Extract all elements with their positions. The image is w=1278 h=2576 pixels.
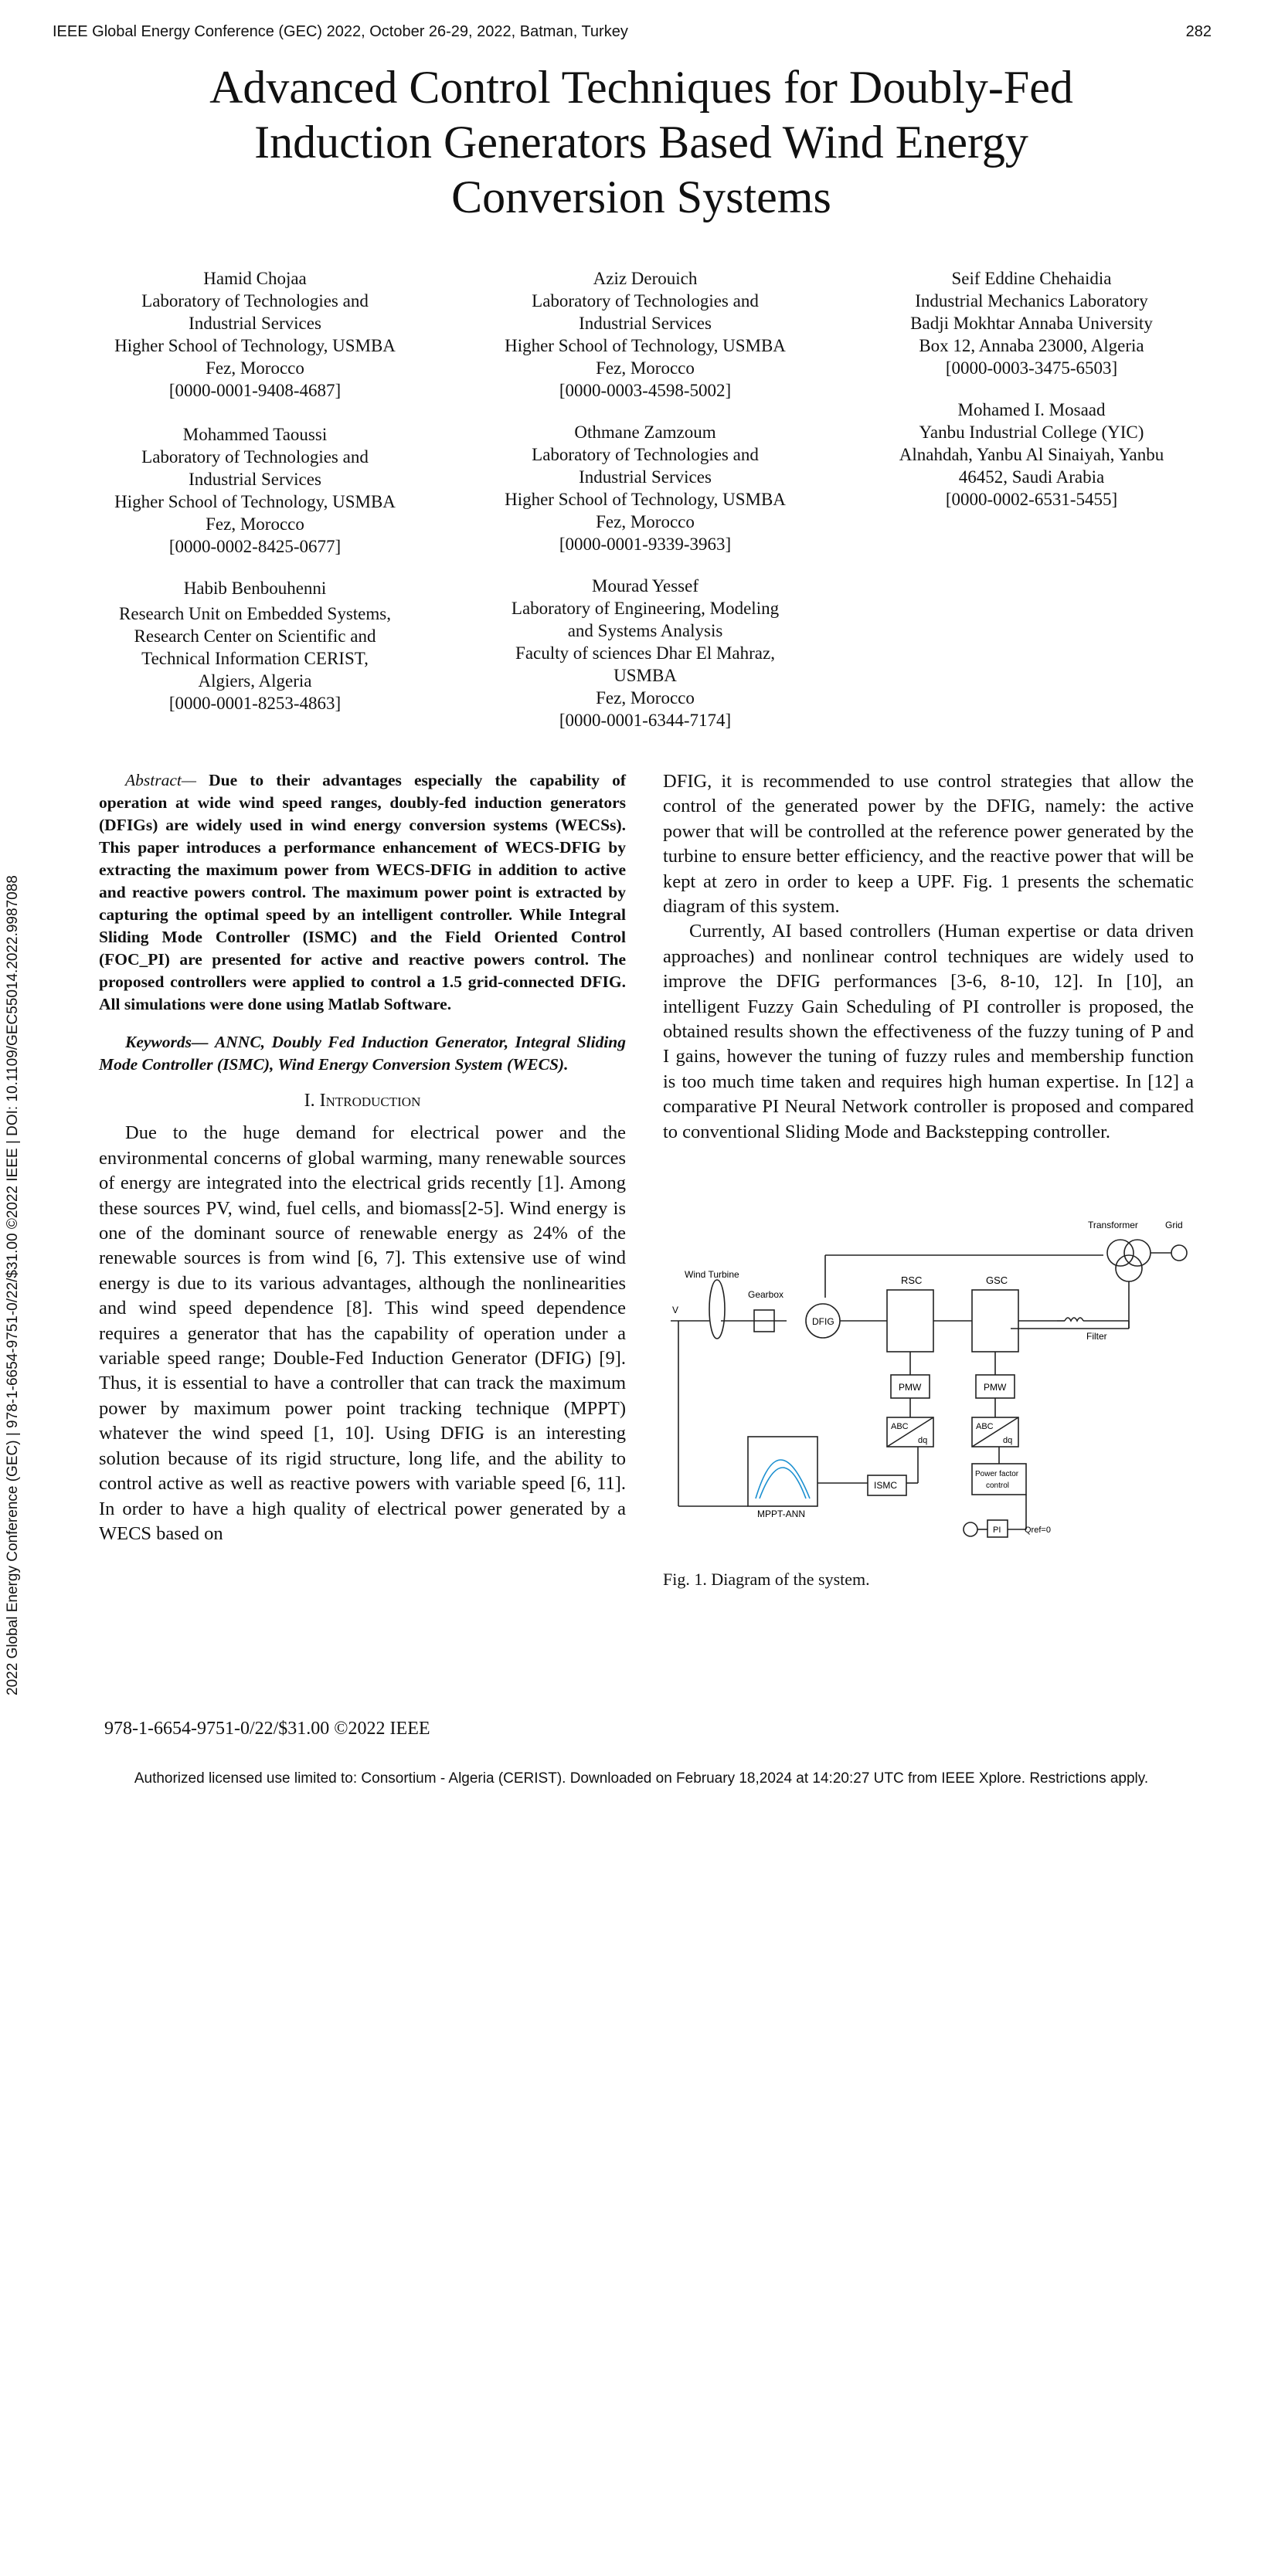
affiliation-line: Fez, Morocco xyxy=(596,512,695,531)
affiliation-line: Fez, Morocco xyxy=(596,358,695,378)
author-name: Aziz Derouich xyxy=(593,269,698,288)
affiliation-line: USMBA xyxy=(614,666,677,685)
orcid: [0000-0003-3475-6503] xyxy=(945,358,1118,378)
affiliation-line: Research Unit on Embedded Systems, xyxy=(119,604,391,623)
abc-label-2: ABC xyxy=(976,1422,994,1431)
page-number: 282 xyxy=(1185,23,1212,40)
abstract-text: Due to their advantages especially the capability of operation at wide wind speed ranges, doubly-fed induction generators (DFIGs) are widely used in wind energy conversion systems (WECSs). This paper introduces a performance enhancement of WECS-DFIG by extracting the maximum power from WECS-DFIG in addition to active and reactive powers control. The maximum power point is extracted by capturing the optimal speed by an intelligent controller. While Integral Sliding Mode Controller (ISMC) and the Field Oriented Control (FOC_PI) are presented for active and reactive powers control. The proposed controllers were applied to control a 1.5 grid-connected DFIG. All simulations were done using Matlab Software. xyxy=(99,771,627,1013)
dq-label-2: dq xyxy=(1003,1436,1013,1445)
conference-header: IEEE Global Energy Conference (GEC) 2022, October 26-29, 2022, Batman, Turkey xyxy=(53,23,628,40)
transformer-coil-2 xyxy=(1124,1240,1151,1266)
abstract xyxy=(99,769,626,1016)
title-line: Induction Generators Based Wind Energy xyxy=(254,117,1028,168)
mppt-label: MPPT-ANN xyxy=(757,1509,806,1519)
left-column xyxy=(99,769,626,1546)
orcid: [0000-0001-9408-4687] xyxy=(168,381,342,400)
download-notice: Authorized licensed use limited to: Consortium - Algeria (CERIST). Downloaded on February 18,2024 at 14:20:27 UTC from IEEE Xplore. Restrictions apply. xyxy=(134,1770,1149,1787)
author-block xyxy=(850,267,1213,379)
affiliation-line: Laboratory of Technologies and xyxy=(141,447,369,467)
keywords xyxy=(99,1031,626,1076)
rsc-label: RSC xyxy=(901,1274,923,1286)
affiliation-line: Technical Information CERIST, xyxy=(141,649,369,668)
paper-title xyxy=(93,60,1190,225)
transformer-coil-3 xyxy=(1116,1255,1142,1281)
author-block xyxy=(464,267,827,402)
power-factor-label: Power factor xyxy=(975,1470,1019,1478)
affiliation-line: Laboratory of Technologies and xyxy=(532,291,759,311)
footer-isbn: 978-1-6654-9751-0/22/$31.00 ©2022 IEEE xyxy=(104,1719,430,1739)
title-line: Advanced Control Techniques for Doubly-Fed xyxy=(209,62,1073,113)
affiliation-line: Higher School of Technology, USMBA xyxy=(114,492,396,511)
power-factor-control-block xyxy=(972,1464,1026,1495)
affiliation-line: Fez, Morocco xyxy=(206,358,304,378)
orcid: [0000-0001-6344-7174] xyxy=(559,711,732,730)
affiliation-line: Higher School of Technology, USMBA xyxy=(114,336,396,355)
author-name: Habib Benbouhenni xyxy=(183,579,327,598)
side-doi-note xyxy=(5,875,22,2576)
mppt-curve xyxy=(756,1460,810,1498)
author-column-1 xyxy=(73,267,437,734)
affiliation-line: Box 12, Annaba 23000, Algeria xyxy=(919,336,1144,355)
keywords-label: Keywords— xyxy=(125,1033,209,1051)
affiliation-line: Industrial Services xyxy=(189,314,321,333)
affiliation-line: Fez, Morocco xyxy=(596,688,695,708)
qref-label: Qref=0 xyxy=(1025,1526,1051,1535)
gsc-block xyxy=(972,1290,1018,1352)
section-heading: I. Introduction xyxy=(304,1091,421,1111)
author-name: Mohammed Taoussi xyxy=(182,425,328,444)
pmw-label-2: PMW xyxy=(984,1382,1007,1393)
intro-paragraph-1-continued: DFIG, it is recommended to use control strategies that allow the control of the generated power by the DFIG, namely: the active power that will be controlled at the reference power generated by the turbine to ensure better efficiency, and the reactive power that will be kept at zero in order to keep a UPF. Fig. 1 presents the schematic diagram of this system. xyxy=(663,771,1194,918)
figure-caption: Fig. 1. Diagram of the system. xyxy=(663,1570,870,1589)
author-block xyxy=(73,423,437,558)
gearbox-label: Gearbox xyxy=(748,1289,784,1300)
author-block xyxy=(464,575,827,731)
author-column-3 xyxy=(850,267,1213,530)
affiliation-line: Faculty of sciences Dhar El Mahraz, xyxy=(515,643,775,663)
author-name: Mourad Yessef xyxy=(592,576,698,596)
right-column xyxy=(663,769,1194,1145)
turbine-blades-symbol xyxy=(709,1280,725,1339)
affiliation-line: Fez, Morocco xyxy=(206,514,304,534)
grid-label: Grid xyxy=(1165,1220,1183,1230)
dfig-label: DFIG xyxy=(812,1316,834,1327)
grid-source-symbol xyxy=(1171,1245,1187,1261)
keywords-text: ANNC, Doubly Fed Induction Generator, Integral Sliding Mode Controller (ISMC), Wind Energy Conversion System (WECS). xyxy=(99,1033,627,1074)
affiliation-line: Industrial Services xyxy=(579,314,712,333)
gsc-label: GSC xyxy=(986,1274,1008,1286)
affiliation-line: Higher School of Technology, USMBA xyxy=(505,490,786,509)
abstract-label: Abstract— xyxy=(125,771,196,789)
author-block xyxy=(464,421,827,555)
orcid: [0000-0002-8425-0677] xyxy=(168,537,342,556)
filter-inductor xyxy=(1065,1318,1083,1321)
affiliation-line: Research Center on Scientific and xyxy=(134,626,376,646)
pi-label: PI xyxy=(993,1526,1001,1535)
intro-paragraph-2: Currently, AI based controllers (Human expertise or data driven approaches) and nonlinear control techniques are widely used to improve the DFIG performances [3-6, 8-10, 12]. In [10], an intelligent Fuzzy Gain Scheduling of PI controller is proposed, the obtained results shown the effectiveness of the fuzzy tuning of P and I gains, however the tuning of fuzzy rules and membership function is too much time taken and requires high human expertise. In [12] a comparative PI Neural Network controller is proposed and compared to conventional Sliding Mode and Backstepping controller. xyxy=(663,921,1194,1142)
system-diagram-svg xyxy=(663,1213,1196,1560)
side-doi-text: 2022 Global Energy Conference (GEC) | 978-1-6654-9751-0/22/$31.00 ©2022 IEEE | DOI: 10.1109/GEC55014.2022.9987088 xyxy=(5,875,21,1695)
author-name: Othmane Zamzoum xyxy=(574,423,716,442)
orcid: [0000-0003-4598-5002] xyxy=(559,381,732,400)
mppt-ann-block xyxy=(748,1437,817,1506)
pmw-label-1: PMW xyxy=(899,1382,922,1393)
author-column-2 xyxy=(464,267,827,751)
wind-speed-label: V xyxy=(672,1305,679,1315)
affiliation-line: Laboratory of Engineering, Modeling xyxy=(511,599,780,618)
affiliation-line: Higher School of Technology, USMBA xyxy=(505,336,786,355)
affiliation-line: Algiers, Algeria xyxy=(198,671,312,691)
affiliation-line: Laboratory of Technologies and xyxy=(141,291,369,311)
affiliation-line: Badji Mokhtar Annaba University xyxy=(910,314,1153,333)
abc-label-1: ABC xyxy=(891,1422,909,1431)
control-label: control xyxy=(986,1481,1010,1490)
affiliation-line: 46452, Saudi Arabia xyxy=(958,467,1105,487)
author-name: Hamid Chojaa xyxy=(203,269,307,288)
title-line: Conversion Systems xyxy=(451,171,831,222)
author-block xyxy=(850,399,1213,511)
author-block xyxy=(73,577,437,714)
filter-label: Filter xyxy=(1086,1331,1107,1342)
dq-label-1: dq xyxy=(918,1436,928,1445)
orcid: [0000-0002-6531-5455] xyxy=(945,490,1118,509)
rsc-block xyxy=(887,1290,933,1352)
affiliation-line: and Systems Analysis xyxy=(567,621,723,640)
intro-paragraph-1: Due to the huge demand for electrical power and the environmental concerns of global warming, many renewable sources of energy are integrated into the electrical grids recently [1]. Among these sources PV, wind, fuel cells, and biomass[2-5]. Wind energy is one of the dominant source of renewable energy as 24% of the renewable sources is from wind [6, 7]. This extensive use of wind energy is due to its various advantages, although the nonlinearities and wind speed dependence [8]. This wind speed dependence requires a generator that has the capability of operation under a variable speed range; Double-Fed Induction Generator (DFIG) [9]. Thus, it is essential to have a controller that can track the maximum power by maximum power point tracking technique (MPPT) whatever the wind speed [1, 10]. Using DFIG is an interesting solution because of its rigid structure, long life, and the ability to control active as well as reactive powers with variable speed [6, 11]. In order to have a high quality of electrical power generated by a WECS based on xyxy=(99,1122,626,1544)
orcid: [0000-0001-9339-3963] xyxy=(559,535,732,554)
summing-junction xyxy=(964,1522,977,1536)
transformer-label: Transformer xyxy=(1088,1220,1138,1230)
affiliation-line: Alnahdah, Yanbu Al Sinaiyah, Yanbu xyxy=(899,445,1164,464)
system-diagram-figure xyxy=(663,1213,1196,1560)
orcid: [0000-0001-8253-4863] xyxy=(168,694,342,713)
ismc-label: ISMC xyxy=(874,1480,897,1491)
affiliation-line: Industrial Mechanics Laboratory xyxy=(915,291,1148,311)
author-name: Mohamed I. Mosaad xyxy=(957,400,1106,419)
affiliation-line: Yanbu Industrial College (YIC) xyxy=(919,423,1144,442)
affiliation-line: Laboratory of Technologies and xyxy=(532,445,759,464)
author-name: Seif Eddine Chehaidia xyxy=(951,269,1112,288)
affiliation-line: Industrial Services xyxy=(579,467,712,487)
author-block xyxy=(73,267,437,402)
affiliation-line: Industrial Services xyxy=(189,470,321,489)
wind-turbine-label: Wind Turbine xyxy=(685,1269,739,1280)
transformer-coil-1 xyxy=(1107,1240,1134,1266)
